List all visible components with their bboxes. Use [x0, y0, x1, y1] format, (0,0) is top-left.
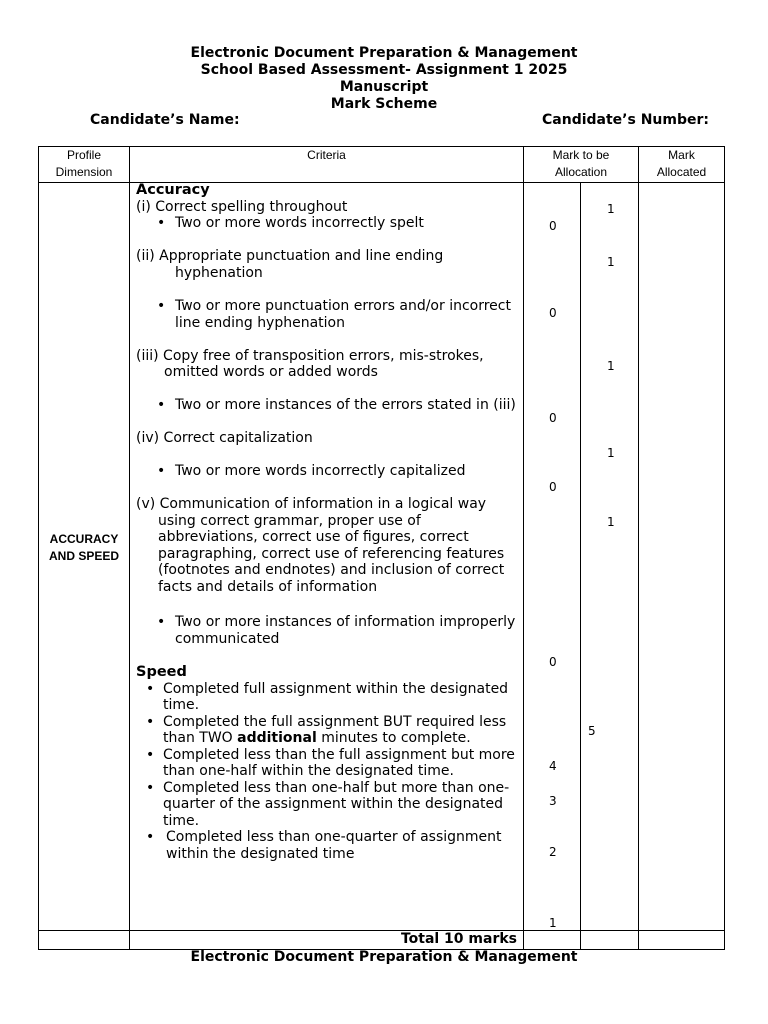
bullet-icon: •	[157, 298, 166, 314]
criterion-v-bullet-cont: communicated	[175, 631, 280, 647]
speed-item-2: Completed the full assignment BUT required less	[163, 714, 507, 730]
bullet-icon: •	[146, 747, 155, 763]
mark-acc-iv-max: 1	[607, 446, 615, 460]
criterion-v-line3: abbreviations, correct use of figures, correct	[158, 529, 469, 545]
header-allocated-line2: Allocated	[656, 165, 707, 179]
speed-item-5: Completed less than one-quarter of assignment	[166, 829, 502, 845]
header-mark-allocated	[639, 147, 724, 181]
doc-title-line-2: School Based Assessment- Assignment 1 2025	[200, 62, 568, 78]
header-criteria: Criteria	[307, 148, 346, 162]
criterion-v-line5: (footnotes and endnotes) and inclusion of correct	[158, 562, 505, 578]
total-marks-label: Total 10 marks	[400, 931, 517, 947]
mark-acc-ii-max: 1	[607, 255, 615, 269]
mark-speed-s4: 2	[549, 845, 557, 859]
speed-item-3-cont: than one-half within the designated time.	[163, 763, 454, 779]
header-profile-line2: Dimension	[55, 165, 113, 179]
speed-item-1: Completed full assignment within the designated	[163, 681, 509, 697]
accuracy-heading: Accuracy	[136, 182, 210, 198]
criterion-v-line2: using correct grammar, proper use of	[158, 513, 421, 529]
speed-item-2-emphasis: additional	[237, 730, 317, 746]
speed-item-4-cont: quarter of the assignment within the designated	[163, 796, 504, 812]
col-divider-allocated	[638, 146, 639, 950]
criterion-iv-bullet: Two or more words incorrectly capitalized	[175, 463, 466, 479]
header-mark-line2: Allocation	[554, 165, 608, 179]
bullet-icon: •	[157, 463, 166, 479]
criterion-v-line6: facts and details of information	[158, 579, 378, 595]
header-mark-to-be-allocation	[524, 147, 638, 181]
bullet-icon: •	[157, 215, 166, 231]
criterion-iii-bullet: Two or more instances of the errors stated in (iii)	[175, 397, 516, 413]
profile-dimension-line1: ACCURACY	[49, 532, 119, 546]
bullet-icon: •	[146, 780, 155, 796]
criterion-iv: (iv) Correct capitalization	[136, 430, 313, 446]
col-divider-mark-sub	[580, 182, 581, 950]
candidate-name-label: Candidate’s Name:	[90, 112, 240, 128]
criterion-v-line4: paragraphing, correct use of referencing features	[158, 546, 505, 562]
bullet-icon: •	[146, 681, 155, 697]
mark-acc-iv-min: 0	[549, 480, 557, 494]
speed-item-4: Completed less than one-half but more than one-	[163, 780, 510, 796]
speed-item-2-cont	[163, 730, 471, 747]
doc-title-line-1: Electronic Document Preparation & Management	[190, 45, 578, 61]
doc-title-line-4: Mark Scheme	[330, 96, 438, 112]
speed-item-5-cont: within the designated time	[166, 846, 355, 862]
mark-speed-s5: 1	[549, 916, 557, 930]
mark-acc-iii-min: 0	[549, 411, 557, 425]
criterion-v-bullet: Two or more instances of information improperly	[175, 614, 516, 630]
speed-heading: Speed	[136, 664, 187, 680]
mark-acc-v-min: 0	[549, 655, 557, 669]
header-allocated-line1: Mark	[668, 148, 695, 162]
criterion-i: (i) Correct spelling throughout	[136, 199, 348, 215]
bullet-icon: •	[157, 614, 166, 630]
mark-speed-max: 5	[588, 724, 596, 738]
speed-item-3: Completed less than the full assignment but more	[163, 747, 515, 763]
speed-item-4-cont2: time.	[163, 813, 200, 829]
bullet-icon: •	[146, 829, 155, 845]
profile-dimension-label	[38, 531, 130, 565]
header-profile-line1: Profile	[66, 148, 101, 162]
mark-acc-i-max: 1	[607, 202, 615, 216]
criterion-ii: (ii) Appropriate punctuation and line ending	[136, 248, 444, 264]
mark-acc-iii-max: 1	[607, 359, 615, 373]
mark-acc-i-min: 0	[549, 219, 557, 233]
criterion-iii: (iii) Copy free of transposition errors, mis-strokes,	[136, 348, 484, 364]
mark-acc-ii-min: 0	[549, 306, 557, 320]
speed-item-1-cont: time.	[163, 697, 200, 713]
mark-speed-s3: 3	[549, 794, 557, 808]
footer-title: Electronic Document Preparation & Management	[190, 949, 578, 965]
header-profile-dimension	[39, 147, 129, 181]
col-divider-mark	[523, 146, 524, 950]
profile-dimension-line2: AND SPEED	[48, 549, 119, 563]
criterion-ii-cont: hyphenation	[175, 265, 263, 281]
speed-item-2-text-a: than TWO	[163, 730, 238, 746]
table-border-right	[724, 146, 725, 950]
bullet-icon: •	[146, 714, 155, 730]
bullet-icon: •	[157, 397, 166, 413]
criterion-iii-cont: omitted words or added words	[164, 364, 378, 380]
header-mark-line1: Mark to be	[552, 148, 610, 162]
doc-title-line-3: Manuscript	[339, 79, 429, 95]
candidate-number-label: Candidate’s Number:	[542, 112, 709, 128]
criterion-ii-bullet-cont: line ending hyphenation	[175, 315, 345, 331]
criterion-ii-bullet: Two or more punctuation errors and/or incorrect	[175, 298, 511, 314]
mark-acc-v-max: 1	[607, 515, 615, 529]
criterion-i-bullet: Two or more words incorrectly spelt	[175, 215, 424, 231]
speed-item-2-text-c: minutes to complete.	[316, 730, 471, 746]
mark-speed-s2: 4	[549, 759, 557, 773]
criterion-v: (v) Communication of information in a logical way	[136, 496, 487, 512]
